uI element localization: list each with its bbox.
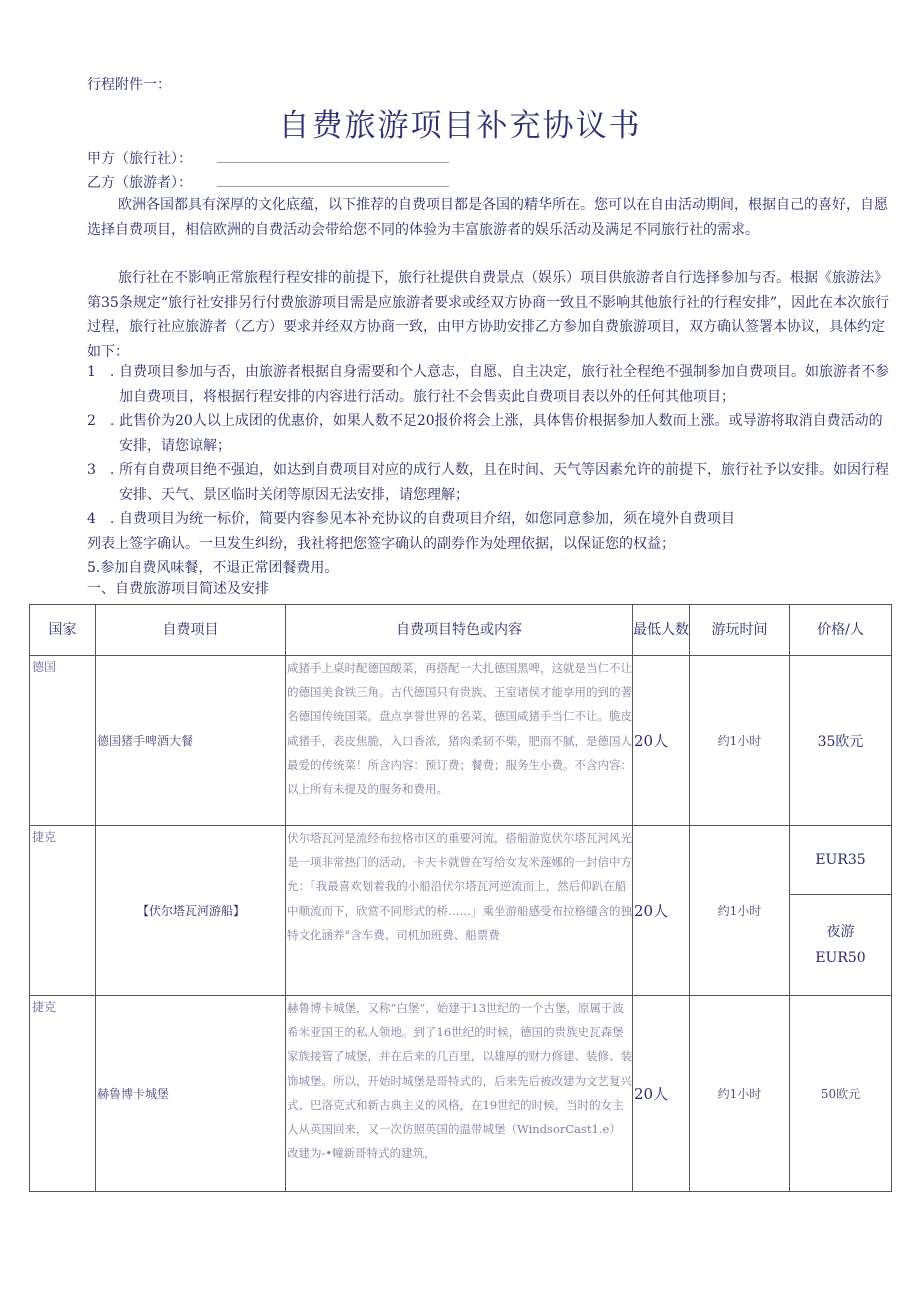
term-item (87, 556, 893, 581)
cell-country: 捷克 (30, 996, 96, 1192)
cell-min-people: 20人 (633, 996, 690, 1192)
cell-feature: 咸猪手上桌时配德国酸菜，再搭配一大扎德国黑啤，这就是当仁不让的德国美食铁三角。古代德国只有贵族、王室诸侯才能享用的到的著名德国传统国菜。盘点享誉世界的名菜，德国咸猪手当仁不让。脆皮咸猪手，表皮焦脆，入口香浓，猪肉柔韧不柴，肥而不腻，是德国人最爱的传统菜！所含内容：预订费；餐费；服务生小费。不含内容：以上所有未提及的服务和费用。 (286, 656, 633, 826)
term-number: 4 . (87, 511, 115, 527)
term-number: 3 . (87, 462, 115, 478)
cell-country: 德国 (30, 656, 96, 826)
cell-feature: 伏尔塔瓦河是流经布拉格市区的重要河流，搭船游览伏尔塔瓦河风光是一项非常热门的活动，卡夫卡就曾在写给女友米莲娜的一封信中方允：「我最喜欢划着我的小船沿伏尔塔瓦河逆流而上，然后仰趴在船中顺流而下，欣赏不同形式的桥……」乘坐游船感受布拉格缱含的独特文化涵养°含车费、司机加班费、船票费 (286, 826, 633, 996)
table-row (30, 826, 892, 996)
cell-project: 赫鲁博卡城堡 (96, 996, 286, 1192)
header-project: 自费项目 (96, 605, 286, 656)
cell-project: 德国猪手啤酒大餐 (96, 656, 286, 826)
cell-duration: 约1小时 (690, 996, 790, 1192)
term-first-line (87, 507, 893, 532)
price-night-label: 夜游 (826, 924, 855, 940)
terms-list (87, 360, 893, 581)
header-duration: 游玩时间 (690, 605, 790, 656)
attachment-label: 行程附件一： (87, 77, 171, 93)
cell-min-people: 20人 (633, 826, 690, 996)
optional-tours-table (29, 604, 892, 1192)
cell-project: 【伏尔塔瓦河游船】 (96, 826, 286, 996)
table-header-row (30, 605, 892, 656)
header-country: 国家 (30, 605, 96, 656)
header-min-people: 最低人数 (633, 605, 690, 656)
section-title: 一、自费旅游项目简述及安排 (87, 581, 269, 597)
term-number: 1 . (87, 364, 115, 380)
cell-min-people: 20人 (633, 656, 690, 826)
cell-price: 35欧元 (790, 656, 892, 826)
term-item (87, 409, 893, 458)
term-text: 5.参加自费风味餐，不退正常团餐费用。 (87, 560, 339, 576)
term-text: 自费项目参加与否，由旅游者根据自身需要和个人意志，自愿、自主决定，旅行社全程绝不强制参加自费项目。如旅游者不参加自费项目，将根据行程安排的内容进行活动。旅行社不会售卖此自费项目表以外的任何其他项目； (119, 364, 889, 405)
term-number: 2 . (87, 413, 115, 429)
cell-price-split (790, 826, 892, 996)
term-text-continued: 列表上签字确认。一旦发生纠纷，我社将把您签字确认的副券作为处理依据，以保证您的权益； (87, 535, 675, 552)
page-title: 自费旅游项目补充协议书 (278, 108, 642, 144)
party-a-label: 甲方（旅行社）： (87, 151, 192, 167)
party-b-label: 乙方（旅游者）： (87, 175, 192, 191)
price-night: EUR50 (815, 950, 866, 966)
party-b-row (87, 172, 192, 192)
price-day: EUR35 (790, 826, 891, 895)
table-row (30, 996, 892, 1192)
party-a-row (87, 148, 192, 168)
cell-duration: 约1小时 (690, 656, 790, 826)
table-row (30, 656, 892, 826)
party-b-signature-line[interactable] (217, 186, 449, 187)
price-night-block (790, 895, 891, 995)
term-text: 此售价为20人以上成团的优惠价，如果人数不足20报价将会上涨，具体售价根据参加人数而上涨。或导游将取消自费活动的安排，请您谅解； (119, 413, 883, 454)
cell-duration: 约1小时 (690, 826, 790, 996)
header-feature: 自费项目特色或内容 (286, 605, 633, 656)
term-text: 自费项目为统一标价，简要内容参见本补充协议的自费项目介绍，如您同意参加，须在境外自费项目 (119, 511, 735, 527)
term-item (87, 458, 893, 507)
cell-country: 捷克 (30, 826, 96, 996)
intro-paragraph: 欧洲各国都具有深厚的文化底蕴，以下推荐的自费项目都是各国的精华所在。您可以在自由活动期间，根据自己的喜好，自愿选择自费项目，相信欧洲的自费活动会带给您不同的体验为丰富旅游者的娱乐活动及满足不同旅行社的需求。 (87, 197, 888, 238)
term-item (87, 507, 893, 556)
law-paragraph: 旅行社在不影响正常旅程行程安排的前提下，旅行社提供自费景点（娱乐）项目供旅游者自行选择参加与否。根据《旅游法》第35条规定“旅行社安排另行付费旅游项目需是应旅游者要求或经双方协商一致且不影响其他旅行社的行程安排”，因此在本次旅行过程，旅行社应旅游者（乙方）要求并经双方协商一致，由甲方协助安排乙方参加自费旅游项目，双方确认签署本协议，具体约定如下： (87, 270, 890, 360)
cell-price: 50欧元 (790, 996, 892, 1192)
party-a-signature-line[interactable] (217, 162, 449, 163)
term-text: 所有自费项目绝不强迫，如达到自费项目对应的成行人数，且在时间、天气等因素允许的前提下，旅行社予以安排。如因行程安排、天气、景区临时关闭等原因无法安排，请您理解； (119, 462, 889, 503)
header-price: 价格/人 (790, 605, 892, 656)
term-item (87, 360, 893, 409)
cell-feature: 赫鲁博卡城堡，又称“白堡”，始建于13世纪的一个古堡，原属于波希米亚国王的私人领地。到了16世纪的时候，德国的贵族史瓦森堡家族接管了城堡，并在后来的几百里，以雄厚的财力修建、装修、装饰城堡。所以，开始时城堡是哥特式的，后来先后被改建为文艺复兴式、巴洛克式和新古典主义的风格，在19世纪的时候，当时的女主人从英国回来，又一次仿照英国的温带城堡（WindsorCast1.e）改建为-•幢新哥特式的建筑， (286, 996, 633, 1192)
